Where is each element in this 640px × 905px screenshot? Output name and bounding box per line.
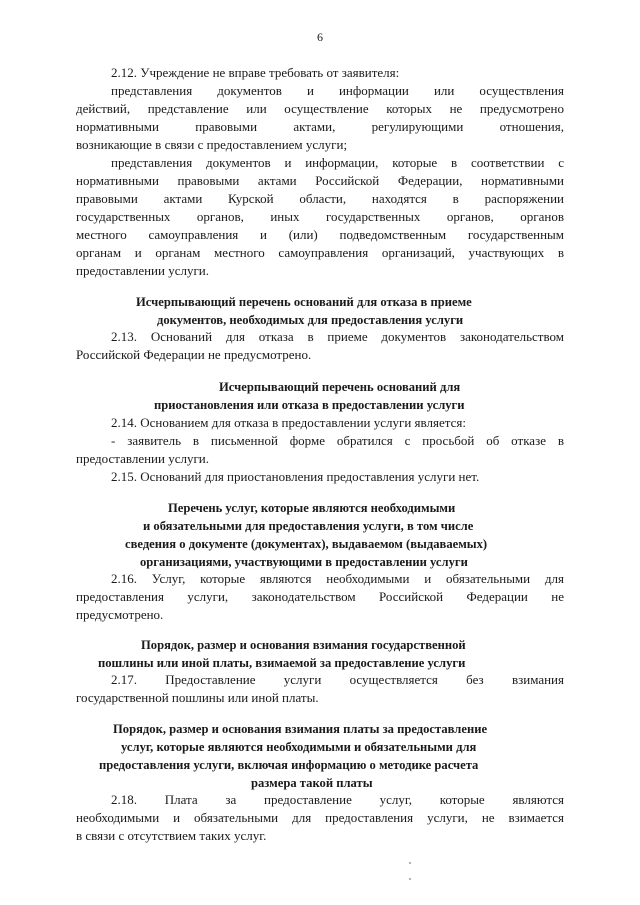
paragraph-2-18-line: в связи с отсутствием таких услуг.	[76, 828, 267, 843]
section-heading-line: пошлины или иной платы, взимаемой за предоставление услуги	[98, 656, 466, 670]
paragraph-2-12-line: представления документов и информации, которые в соответствии с	[111, 155, 564, 170]
paragraph-2-12-line: нормативными правовыми актами Российской Федерации, нормативными	[76, 173, 564, 188]
section-heading-line: услуг, которые являются необходимыми и обязательными для	[121, 740, 477, 754]
scan-speck	[409, 878, 411, 880]
paragraph-2-18-line: 2.18. Плата за предоставление услуг, которые являются	[111, 792, 564, 807]
section-heading-line: Порядок, размер и основания взимания платы за предоставление	[113, 722, 488, 736]
section-heading-line: организациями, участвующими в предоставлении услуги	[140, 555, 468, 569]
section-heading-line: и обязательными для предоставления услуги, в том числе	[143, 519, 474, 533]
scan-speck	[409, 862, 411, 864]
section-heading-line: Исчерпывающий перечень оснований для	[219, 380, 461, 394]
paragraph-2-18-line: необходимыми и обязательными для предоставления услуги, не взимается	[76, 810, 564, 825]
paragraph-2-13-line: 2.13. Оснований для отказа в приеме документов законодательством	[111, 329, 564, 344]
paragraph-2-12-line: органам и органам местного самоуправления организаций, участвующих в	[76, 245, 564, 260]
section-heading-line: размера такой платы	[251, 776, 373, 790]
paragraph-2-12-line: предоставлении услуги.	[76, 263, 210, 278]
paragraph-2-12-line: представления документов и информации или осуществления	[111, 83, 564, 98]
paragraph-2-16-line: предоставления услуги, законодательством Российской Федерации не	[76, 589, 564, 604]
paragraph-2-17-line: государственной пошлины или иной платы.	[76, 690, 319, 705]
paragraph-2-12-line: возникающие в связи с предоставлением услуги;	[76, 137, 348, 152]
section-heading-line: документов, необходимых для предоставления услуги	[157, 313, 464, 327]
section-heading-line: предоставления услуги, включая информацию о методике расчета	[99, 758, 479, 772]
paragraph-2-13-line: Российской Федерации не предусмотрено.	[76, 347, 312, 362]
paragraph-2-16-line: 2.16. Услуг, которые являются необходимыми и обязательными для	[111, 571, 564, 586]
paragraph-2-14-line: предоставлении услуги.	[76, 451, 210, 466]
page-number: 6	[317, 30, 323, 44]
section-heading-line: Исчерпывающий перечень оснований для отказа в приеме	[136, 295, 472, 309]
paragraph-2-14-line: - заявитель в письменной форме обратился с просьбой об отказе в	[111, 433, 564, 448]
section-heading-line: приостановления или отказа в предоставлении услуги	[154, 398, 465, 412]
paragraph-2-12-line: 2.12. Учреждение не вправе требовать от заявителя:	[111, 65, 400, 80]
paragraph-2-17-line: 2.17. Предоставление услуги осуществляется без взимания	[111, 672, 564, 687]
paragraph-2-16-line: предусмотрено.	[76, 607, 164, 622]
section-heading-line: Перечень услуг, которые являются необходимыми	[168, 501, 456, 515]
paragraph-2-15-line: 2.15. Оснований для приостановления предоставления услуги нет.	[111, 469, 480, 484]
section-heading-line: сведения о документе (документах), выдаваемом (выдаваемых)	[125, 537, 488, 551]
paragraph-2-12-line: местного самоуправления и (или) подведомственным государственным	[76, 227, 564, 242]
paragraph-2-12-line: правовыми актами Курской области, находятся в распоряжении	[76, 191, 564, 206]
paragraph-2-14-line: 2.14. Основанием для отказа в предоставлении услуги является:	[111, 415, 466, 430]
paragraph-2-12-line: нормативными правовыми актами, регулирующими отношения,	[76, 119, 564, 134]
section-heading-line: Порядок, размер и основания взимания государственной	[141, 638, 466, 652]
paragraph-2-12-line: государственных органов, иных государственных органов, органов	[76, 209, 564, 224]
paragraph-2-12-line: действий, представление или осуществление которых не предусмотрено	[76, 101, 564, 116]
